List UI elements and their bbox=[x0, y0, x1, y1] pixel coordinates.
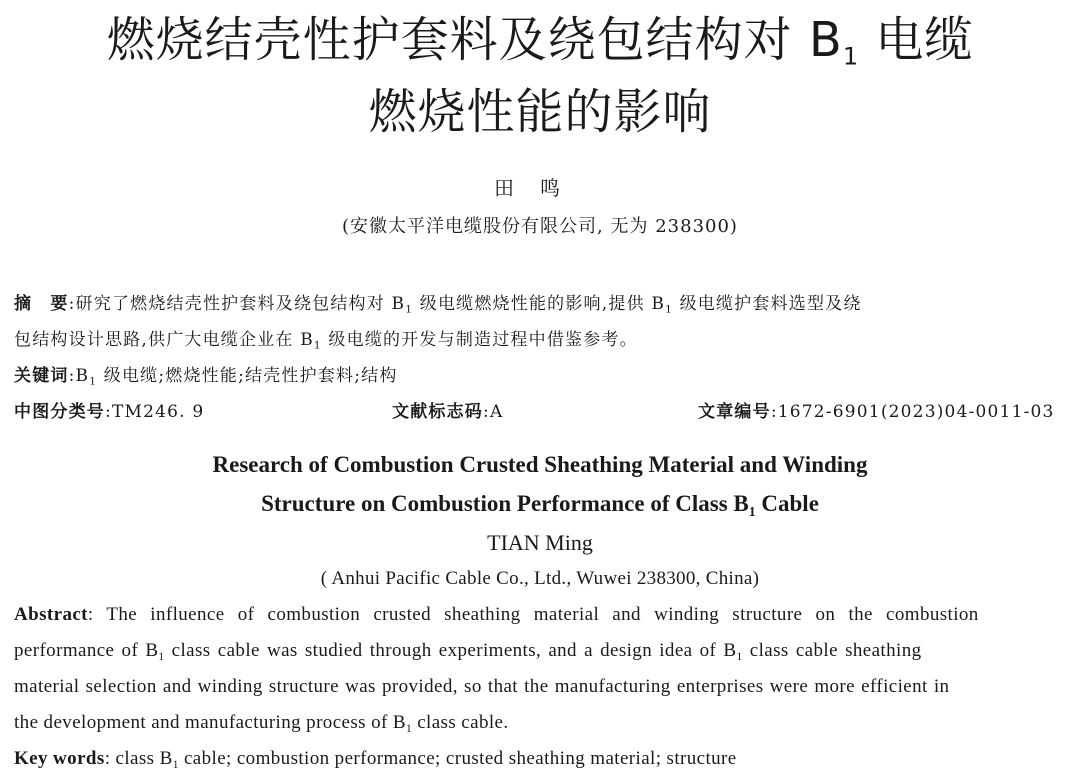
abstract-en-label: Abstract bbox=[14, 604, 88, 625]
keywords-cn-label: 关键词 bbox=[14, 366, 69, 386]
abstract-cn-line2: 包结构设计思路,供广大电缆企业在 $B_1$ 级电缆的开发与制造过程中借鉴参考。 bbox=[14, 330, 638, 352]
keywords-cn: 关键词$:B_1$ 级电缆;燃烧性能;结壳性护套料;结构 bbox=[14, 366, 398, 388]
abstract-cn-label: 摘 要 bbox=[14, 294, 69, 314]
abstract-en-line3: material selection and winding structure was provided, so that the manufacturing enterprises were more efficient in bbox=[14, 676, 950, 697]
paper-title-en-line1: Research of Combustion Crusted Sheathing Material and Winding bbox=[212, 452, 868, 477]
abstract-cn-line1: 摘 要:研究了燃烧结壳性护套料及绕包结构对 $B_1$ 级电缆燃烧性能的影响,提供 $B_1$ 级电缆护套料选型及绕 bbox=[14, 294, 862, 316]
abstract-en-line1: Abstract: The influence of combustion crusted sheathing material and winding structure on the combustion bbox=[14, 604, 979, 625]
author-cn: 田鸣 bbox=[494, 176, 586, 200]
document-code: 文献标志码:A bbox=[392, 402, 504, 422]
affiliation-en: ( Anhui Pacific Cable Co., Ltd., Wuwei 238300, China) bbox=[320, 568, 760, 589]
clc-number: 中图分类号:TM246. 9 bbox=[14, 402, 205, 422]
keywords-en-label: Key words bbox=[14, 748, 105, 769]
affiliation-cn: (安徽太平洋电缆股份有限公司, 无为 238300) bbox=[342, 216, 738, 237]
paper-title-cn-line1: 燃烧结壳性护套料及绕包结构对 $B_1$ 电缆 bbox=[106, 12, 974, 71]
keywords-en: Key words: class $B_1$ cable; combustion performance; crusted sheathing material; structure bbox=[14, 748, 737, 771]
paper-title-en-line2: Structure on Combustion Performance of Class $B_1$ Cable bbox=[261, 491, 819, 519]
article-number: 文章编号:1672-6901(2023)04-0011-03 bbox=[698, 402, 1055, 422]
paper-title-cn-line2: 燃烧性能的影响 bbox=[368, 84, 712, 140]
author-en: TIAN Ming bbox=[487, 530, 593, 555]
abstract-en-line2: performance of $B_1$ class cable was studied through experiments, and a design idea of $B_1$ class cable sheathing bbox=[14, 640, 922, 663]
abstract-en-line4: the development and manufacturing process of $B_1$ class cable. bbox=[14, 712, 509, 735]
